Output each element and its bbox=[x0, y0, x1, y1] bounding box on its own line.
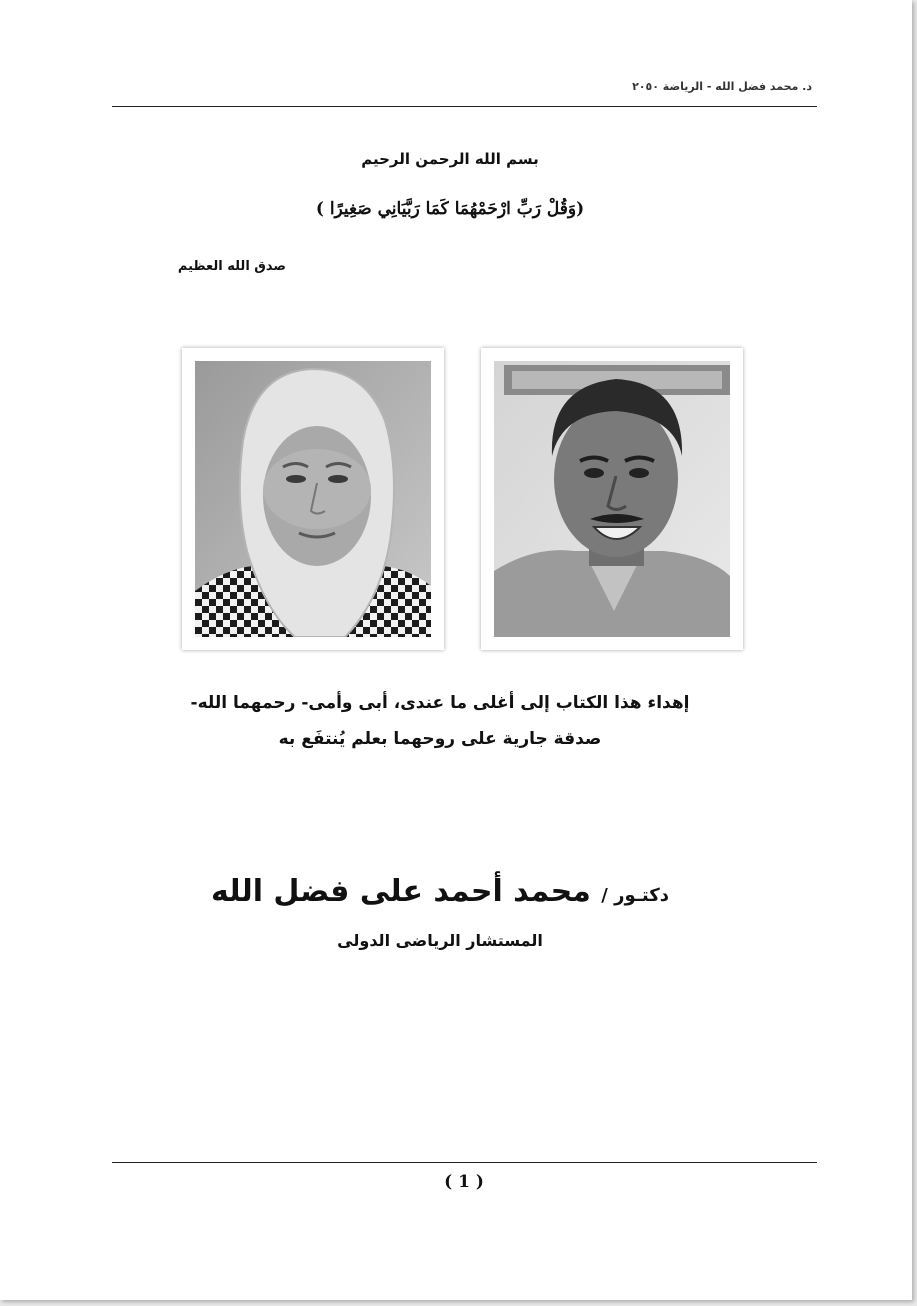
author-name: محمد أحمد على فضل الله bbox=[211, 874, 591, 909]
author-prefix: دكتـور / bbox=[601, 885, 669, 906]
dedication-line-1: إهداء هذا الكتاب إلى أغلى ما عندى، أبى وأمى- رحمهما الله- bbox=[190, 693, 690, 713]
author-title: المستشار الرياضى الدولى bbox=[337, 931, 543, 950]
dedication-line-2: صدقة جارية على روحهما بعلم يُنتفَع به bbox=[278, 729, 602, 749]
mother-portrait-image bbox=[195, 361, 431, 637]
author-name-line bbox=[200, 874, 680, 909]
mother-photo bbox=[182, 348, 444, 650]
page-number: ( 1 ) bbox=[444, 1172, 484, 1192]
footer-rule bbox=[112, 1162, 817, 1163]
father-portrait-image bbox=[494, 361, 730, 637]
verse-closing: صدق الله العظيم bbox=[177, 259, 286, 274]
running-header: د. محمد فضل الله - الرياضة ٢٠٥٠ bbox=[632, 80, 812, 93]
header-rule bbox=[112, 106, 817, 107]
basmala: بسم الله الرحمن الرحيم bbox=[361, 150, 539, 168]
quran-verse: (وَقُلْ رَبِّ ارْحَمْهُمَا كَمَا رَبَّيَانِي صَغِيرًا ) bbox=[315, 199, 585, 219]
father-photo bbox=[481, 348, 743, 650]
